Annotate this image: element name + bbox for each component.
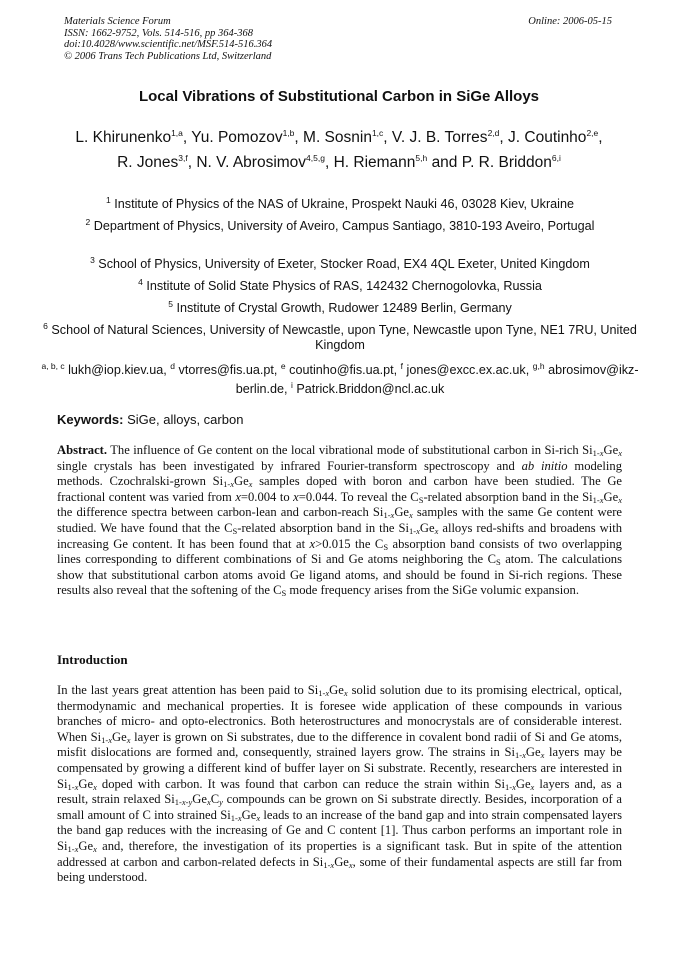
- email-marker: g,h: [532, 361, 545, 371]
- introduction-text: In the last years great attention has been paid to $Si_{1-x}Ge_x$ solid solution due to its promising electrical, optical, thermodynamic and mechanical properties. It is foresee wide application of these compounds in various branches of micro- and opto-electronics. Both heterostructures and monocrystals are of considerable interest. When $Si_{1-x}Ge_x$ layer is grown on Si substrates, due to the difference in covalent bond radii of Si and Ge atoms, misfit dislocations are formed and, consequently, strained layers grow. The strains in $Si_{1-x}Ge_x$ layers may be compensated by growing a different kind of buffer layer on Si substrate. Recently, researchers are interested in $Si_{1-x}Ge_x$ doped with carbon. It was found that carbon can reduce the strain within $Si_{1-x}Ge_x$ layers and, as a result, strain relaxed $Si_{1-x-y}Ge_xC_y$ compounds can be grown on Si substrate directly. Besides, incorporation of a small amount of C into strained $Si_{1-x}Ge_x$ leads to an increase of the band gap and into strain compensated layers the band gap reduces with the increasing of Ge and C content [1]. Thus carbon performs an important role in $Si_{1-x}Ge_x$ and, therefore, the investigation of its properties is a significant task. But in spite of the attention addressed at carbon and carbon-related defects in $Si_{1-x}Ge_x$, some of their fundamental aspects are still far from being understood.: [57, 683, 622, 885]
- author-name: H. Riemann: [333, 154, 416, 172]
- email-list: $^{a, b, c}$ lukh@iop.kiev.ua, $^d$ vtorres@fis.ua.pt, $^e$ coutinho@fis.ua.pt, $^f$ jones@excc.ex.ac.uk, $^{g,h}$ abrosimov@ikz-berlin.de, $^i$ Patrick.Briddon@ncl.ac.uk: [41, 361, 639, 397]
- affiliation-text: School of Physics, University of Exeter, Stocker Road, EX4 4QL Exeter, United Kingdom: [98, 257, 590, 272]
- author-affiliation-marks: 3,f: [178, 153, 188, 164]
- author-name: and P. R. Briddon: [431, 154, 552, 172]
- doi-line: doi:10.4028/www.scientific.net/MSF.514-516.364: [64, 39, 273, 50]
- journal-name: Materials Science Forum: [64, 16, 171, 27]
- author-name: N. V. Abrosimov: [196, 154, 307, 172]
- author-affiliation-marks: 5,h: [415, 153, 428, 164]
- affiliation-text: Institute of Crystal Growth, Rudower 12489 Berlin, Germany: [176, 301, 512, 316]
- author-affiliation-marks: 4,5,g: [306, 153, 325, 164]
- affiliation-4: [40, 275, 640, 294]
- email-address[interactable]: abrosimov@ikz-berlin.de: [235, 363, 639, 397]
- author-affiliation-marks: 1,c: [371, 128, 384, 138]
- author-name: M. Sosnin: [303, 129, 372, 147]
- author-list: L. Khirunenko$^{1,a}$, Yu. Pomozov$^{1,b}$, M. Sosnin$^{1,c}$, V. J. B. Torres$^{2,d}$, J. Coutinho$^{2,e}$, R. Jones$^{3,f}$, N. V. Abrosimov$^{4,5,g}$, H. Riemann$^{5,h}$ and P. R. Briddon$^{6,i}$: [75, 128, 603, 172]
- author-affiliation-marks: 1,b: [282, 128, 295, 138]
- journal-header: [64, 16, 272, 62]
- affiliation-number: 5: [168, 299, 173, 309]
- affiliation-2: [40, 215, 640, 234]
- email-address[interactable]: coutinho@fis.ua.pt: [289, 363, 394, 378]
- keywords-label: Keywords:: [57, 412, 124, 427]
- affiliation-6: [40, 319, 640, 353]
- affiliation-text: Institute of Physics of the NAS of Ukraine, Prospekt Nauki 46, 03028 Kiev, Ukraine: [114, 197, 574, 212]
- author-name: L. Khirunenko: [75, 129, 172, 147]
- author-name: J. Coutinho: [508, 129, 587, 147]
- author-name: V. J. B. Torres: [391, 129, 488, 147]
- introduction-heading: Introduction: [57, 652, 128, 667]
- email-address[interactable]: Patrick.Briddon@ncl.ac.uk: [296, 382, 445, 397]
- email-marker: e: [280, 361, 286, 371]
- introduction-body: [57, 683, 622, 886]
- issn-line: ISSN: 1662-9752, Vols. 514-516, pp 364-368: [64, 27, 253, 39]
- author-name: Yu. Pomozov: [191, 129, 283, 147]
- email-marker: a, b, c: [41, 361, 65, 371]
- keywords: [57, 412, 243, 427]
- email-marker: i: [291, 380, 293, 391]
- affiliation-5: [40, 297, 640, 316]
- author-affiliation-marks: 2,e: [586, 128, 599, 138]
- abstract-label: Abstract.: [57, 443, 108, 457]
- affiliation-number: 4: [138, 277, 143, 287]
- affiliation-text: School of Natural Sciences, University of Newcastle, upon Tyne, Newcastle upon Tyne, NE1 7RU, United Kingdom: [51, 323, 637, 353]
- copyright-line: © 2006 Trans Tech Publications Ltd, Switzerland: [64, 50, 272, 62]
- email-marker: d: [170, 361, 176, 371]
- abstract: [57, 443, 622, 599]
- keywords-text: SiGe, alloys, carbon: [127, 412, 244, 427]
- email-address[interactable]: vtorres@fis.ua.pt: [178, 363, 274, 378]
- affiliation-number: 2: [85, 217, 91, 227]
- affiliation-3: [40, 253, 640, 272]
- email-marker: f: [400, 361, 404, 371]
- abstract-text: The influence of Ge content on the local vibrational mode of substitutional carbon in Si-rich $Si_{1-x}Ge_x$ single crystals has been investigated by infrared Fourier-transform spectroscopy and ab initio modeling methods. Czochralski-grown $Si_{1-x}Ge_x$ samples doped with boron and carbon have been studied. The Ge fractional content was varied from x=0.004 to x=0.044. To reveal the $C_S$-related absorption band in the $Si_{1-x}Ge_x$ the difference spectra between carbon-lean and carbon-reach $Si_{1-x}Ge_x$ samples with the same Ge content were studied. We have found that the $C_S$-related absorption band in the $Si_{1-x}Ge_x$ alloys red-shifts and broadens with increasing Ge content. It has been found that at x>0.015 the $C_S$ absorption band consists of two overlapping lines corresponding to different combinations of Si and Ge atoms neighboring the $C_S$ atom. The calculations show that substitutional carbon atoms avoid Ge ligand atoms, and should be found in Si-rich regions. These results also reveal that the softening of the $C_S$ mode frequency arises from the SiGe volumic expansion.: [57, 443, 623, 599]
- email-address[interactable]: lukh@iop.kiev.ua: [68, 363, 164, 378]
- email-address[interactable]: jones@excc.ex.ac.uk: [406, 363, 526, 378]
- affiliation-text: Institute of Solid State Physics of RAS, 142432 Chernogolovka, Russia: [146, 279, 542, 294]
- author-affiliation-marks: 2,d: [487, 128, 500, 138]
- affiliation-number: 3: [90, 255, 95, 265]
- affiliation-1: [40, 193, 640, 212]
- online-date: Online: 2006-05-15: [528, 16, 612, 27]
- affiliation-text: Department of Physics, University of Aveiro, Campus Santiago, 3810-193 Aveiro, Portugal: [93, 219, 595, 234]
- author-affiliation-marks: 6,i: [551, 153, 561, 164]
- author-affiliation-marks: 1,a: [171, 128, 183, 138]
- affiliation-number: 1: [106, 195, 111, 205]
- affiliation-number: 6: [43, 321, 48, 331]
- author-name: R. Jones: [117, 154, 179, 172]
- paper-title: Local Vibrations of Substitutional Carbon in SiGe Alloys: [138, 88, 540, 105]
